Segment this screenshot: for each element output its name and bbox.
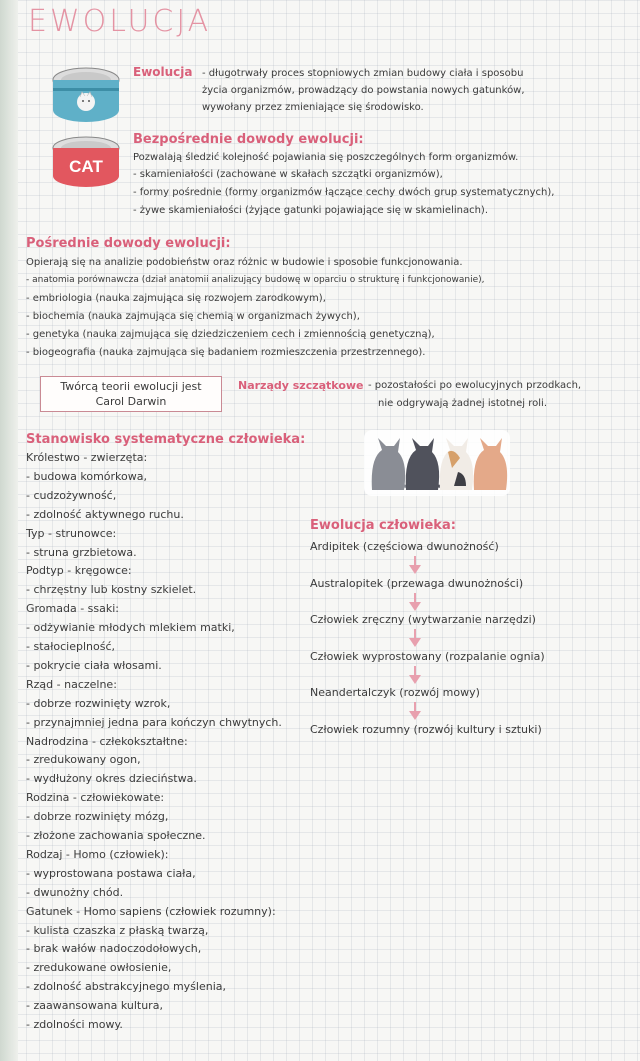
evolution-stage: Człowiek wyprostowany (rozpalanie ognia) bbox=[310, 649, 545, 663]
systematics-line: Rząd - naczelne: bbox=[26, 677, 117, 691]
systematics-heading: Stanowisko systematyczne człowieka: bbox=[26, 432, 306, 447]
darwin-line-1: Twórcą teorii ewolucji jest bbox=[60, 380, 202, 393]
systematics-line: - dobrze rozwinięty mózg, bbox=[26, 810, 169, 824]
vestigial-line-1: - pozostałości po ewolucyjnych przodkach, bbox=[368, 380, 582, 391]
systematics-line: - dobrze rozwinięty wzrok, bbox=[26, 696, 171, 710]
human-evolution-heading: Ewolucja człowieka: bbox=[310, 518, 456, 533]
systematics-line: - struna grzbietowa. bbox=[26, 545, 137, 559]
systematics-line: - kulista czaszka z płaską twarzą, bbox=[26, 923, 209, 937]
systematics-line: - zredukowany ogon, bbox=[26, 753, 141, 767]
cat-label-text: CAT bbox=[69, 157, 103, 176]
systematics-line: Rodzina - człowiekowate: bbox=[26, 791, 165, 805]
systematics-line: - złożone zachowania społeczne. bbox=[26, 829, 206, 842]
systematics-line: - zdolność abstrakcyjnego myślenia, bbox=[26, 980, 226, 994]
direct-line-2: - skamieniałości (zachowane w skałach szczątki organizmów), bbox=[133, 169, 443, 180]
direct-line-1: Pozwalają śledzić kolejność pojawiania się poszczególnych form organizmów. bbox=[133, 152, 519, 163]
systematics-line: - budowa komórkowa, bbox=[26, 469, 147, 483]
indirect-evidence-heading: Pośrednie dowody ewolucji: bbox=[26, 236, 231, 251]
systematics-line: Gatunek - Homo sapiens (człowiek rozumny): bbox=[26, 904, 276, 918]
evolution-term: Ewolucja bbox=[133, 65, 193, 79]
indirect-line-4: - biochemia (nauka zajmująca się chemią w organizmach żywych), bbox=[26, 311, 360, 322]
intro-line-2: życia organizmów, prowadzący do powstania nowych gatunków, bbox=[202, 85, 525, 96]
page-title: EWOLUCJA bbox=[28, 4, 212, 39]
arrow-down-icon bbox=[409, 675, 421, 684]
systematics-line: - odżywianie młodych mlekiem matki, bbox=[26, 621, 235, 635]
systematics-line: - chrzęstny lub kostny szkielet. bbox=[26, 583, 197, 597]
evolution-stage: Neandertalczyk (rozwój mowy) bbox=[310, 686, 480, 699]
systematics-line: - cudzożywność, bbox=[26, 488, 117, 502]
arrow-down-icon bbox=[409, 638, 421, 647]
indirect-line-5: - genetyka (nauka zajmująca się dziedziczeniem cech i zmiennością genetyczną), bbox=[26, 329, 435, 340]
arrow-down-icon bbox=[409, 565, 421, 574]
arrow-down-icon bbox=[409, 602, 421, 611]
systematics-line: Podtyp - kręgowce: bbox=[26, 564, 132, 578]
intro-line-1: - długotrwały proces stopniowych zmian budowy ciała i sposobu bbox=[202, 68, 524, 79]
evolution-stage: Ardipitek (częściowa dwunożność) bbox=[310, 540, 499, 553]
vestigial-term: Narządy szczątkowe bbox=[238, 379, 364, 392]
direct-evidence-heading: Bezpośrednie dowody ewolucji: bbox=[133, 132, 364, 147]
systematics-line: - zdolności mowy. bbox=[26, 1018, 123, 1031]
indirect-line-2: - anatomia porównawcza (dział anatomii analizujący budowę w oparciu o strukturę i funkcjonowanie), bbox=[26, 275, 485, 285]
darwin-line-2: Carol Darwin bbox=[95, 395, 167, 408]
systematics-line: - zaawansowana kultura, bbox=[26, 999, 163, 1013]
systematics-line: Typ - strunowce: bbox=[26, 526, 117, 540]
vestigial-line-2: nie odgrywają żadnej istotnej roli. bbox=[378, 398, 547, 409]
systematics-line: - wyprostowana postawa ciała, bbox=[26, 866, 196, 880]
systematics-line: - brak wałów nadoczodołowych, bbox=[26, 942, 202, 956]
systematics-line: - zredukowane owłosienie, bbox=[26, 961, 172, 975]
systematics-line: - wydłużony okres dzieciństwa. bbox=[26, 772, 197, 786]
systematics-line: - dwunożny chód. bbox=[26, 885, 124, 899]
systematics-line: - zdolność aktywnego ruchu. bbox=[26, 507, 184, 521]
systematics-line: - przynajmniej jedna para kończyn chwytnych. bbox=[26, 715, 282, 729]
systematics-line: Gromada - ssaki: bbox=[26, 602, 120, 616]
cat-label-can-sticker-icon bbox=[50, 136, 122, 190]
systematics-line: Królestwo - zwierzęta: bbox=[26, 451, 148, 464]
indirect-line-6: - biogeografia (nauka zajmująca się badaniem rozmieszczenia przestrzennego). bbox=[26, 347, 426, 358]
systematics-line: - pokrycie ciała włosami. bbox=[26, 658, 162, 672]
four-cats-sticker-icon bbox=[362, 428, 512, 498]
systematics-line: - stałocieplność, bbox=[26, 640, 115, 653]
notebook-margin bbox=[0, 0, 18, 1061]
indirect-line-3: - embriologia (nauka zajmująca się rozwojem zarodkowym), bbox=[26, 293, 326, 304]
evolution-stage: Człowiek zręczny (wytwarzanie narzędzi) bbox=[310, 613, 536, 626]
evolution-stage: Australopitek (przewaga dwunożności) bbox=[310, 576, 524, 590]
direct-line-3: - formy pośrednie (formy organizmów łączące cechy dwóch grup systematycznych), bbox=[133, 187, 555, 198]
arrow-down-icon bbox=[409, 711, 421, 720]
darwin-box bbox=[40, 376, 222, 412]
direct-line-4: - żywe skamieniałości (żyjące gatunki pojawiające się w skamielinach). bbox=[133, 205, 489, 216]
cat-can-sticker-icon bbox=[50, 66, 122, 124]
intro-line-3: wywołany przez zmieniające się środowisko. bbox=[202, 102, 424, 113]
systematics-line: Rodzaj - Homo (człowiek): bbox=[26, 847, 169, 861]
evolution-stage: Człowiek rozumny (rozwój kultury i sztuki) bbox=[310, 722, 542, 736]
indirect-line-1: Opierają się na analizie podobieństw oraz różnic w budowie i sposobie funkcjonowania. bbox=[26, 257, 463, 268]
systematics-line: Nadrodzina - człekokształtne: bbox=[26, 734, 188, 748]
